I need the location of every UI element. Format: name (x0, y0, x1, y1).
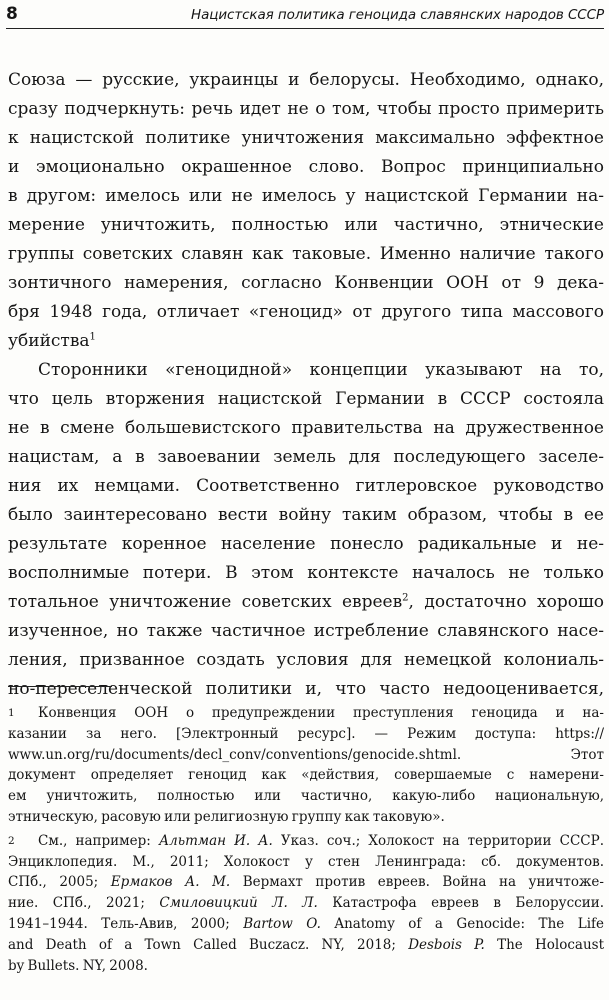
author-name: Desbois P. (408, 936, 485, 953)
footnote-line: этническую, расовую или религиозную группу как таковую». (8, 808, 445, 825)
text-segment: Катастрофа евреев в Белоруссии. (317, 895, 604, 912)
text-segment: убийства (8, 331, 90, 351)
running-title: Нацистская политика геноцида славянских народов СССР (191, 7, 604, 23)
footnote-line: казании за него. [Электронный ресурс]. — Режим доступа: https:// (8, 725, 604, 742)
text-segment: СПб., 2005; (8, 874, 111, 891)
text-line: нацистам, а в завоевании земель для последующего заселе- (8, 447, 604, 467)
text-segment: Указ. соч.; Холокост на территории СССР. (272, 832, 604, 849)
paragraph-1 (8, 66, 604, 356)
footnote-line (8, 935, 604, 956)
footnote-line: Энциклопедия. М., 2011; Холокост у стен Ленинграда: сб. документов. (8, 853, 604, 870)
text-line: в другом: имелось или не имелось у нацистской Германии на- (8, 186, 604, 206)
footnote-line: Конвенция ООН о предупреждении преступления геноцида и на- (38, 705, 604, 721)
footnote-1 (8, 703, 604, 828)
footnote-ref-2[interactable]: 2 (402, 592, 409, 604)
running-head (6, 4, 604, 29)
footnote-2 (8, 831, 604, 977)
text-line: восполнимые потери. В этом контексте началось не только (8, 563, 604, 583)
text-line (8, 588, 604, 617)
footnote-number: 2 (8, 834, 15, 847)
text-line: ния их немцами. Соответственно гитлеровское руководство (8, 476, 604, 496)
text-line: что цель вторжения нацистской Германии в СССР состояла (8, 389, 604, 409)
text-line: ления, призванное создать условия для немецкой колониаль- (8, 650, 604, 670)
text-line: но-переселенческой политики и, что часто недооценивается, (8, 679, 604, 699)
text-segment: ние. СПб., 2021; (8, 895, 160, 912)
footnote-line: by Bullets. NY, 2008. (8, 957, 148, 974)
author-name: Ермаков А. М. (110, 874, 231, 891)
footnote-line (8, 893, 604, 914)
text-segment: and Death of a Town Called Buczacz. NY, 2018; (8, 936, 409, 953)
author-name: Смиловицкий Л. Л. (159, 895, 318, 912)
text-segment: См., например: (38, 832, 159, 849)
page-number: 8 (6, 4, 18, 24)
footnote-line (8, 914, 604, 935)
text-line: к нацистской политике уничтожения максимально эффектное (8, 128, 604, 148)
text-line: группы советских славян как таковые. Именно наличие такого (8, 244, 604, 264)
paragraph-2 (8, 356, 604, 704)
footnote-line (38, 831, 604, 852)
text-line: мерение уничтожить, полностью или частично, этнические (8, 215, 604, 235)
footnote-separator (8, 686, 112, 687)
main-text (8, 66, 604, 704)
author-name: Bartow O. (243, 915, 321, 932)
text-line: результате коренное население понесло радикальные и не- (8, 534, 604, 554)
text-line (8, 327, 604, 356)
text-segment: тотальное уничтожение советских евреев (8, 592, 403, 612)
text-segment: The Holocaust (484, 936, 604, 953)
footnote-ref-1[interactable]: 1 (89, 331, 96, 343)
text-line: зонтичного намерения, согласно Конвенции ООН от 9 дека- (8, 273, 604, 293)
text-line: изученное, но также частичное истребление славянского насе- (8, 621, 604, 641)
text-line: сразу подчеркнуть: речь идет не о том, чтобы просто примерить (8, 99, 604, 119)
footnote-line (8, 872, 604, 893)
text-segment: Вермахт против евреев. Война на уничтоже- (230, 874, 604, 891)
text-segment: 1941–1944. Тель-Авив, 2000; (8, 915, 244, 932)
footnote-number: 1 (8, 707, 15, 719)
author-name: Альтман И. А. (158, 832, 273, 849)
text-line: бря 1948 года, отличает «геноцид» от другого типа массового (8, 302, 604, 322)
text-line: Союза — русские, украинцы и белорусы. Необходимо, однако, (8, 70, 604, 90)
text-line: не в смене большевистского правительства на дружественное (8, 418, 604, 438)
footnote-line: ем уничтожить, полностью или частично, какую-либо национальную, (8, 788, 604, 805)
footnote-line: документ определяет геноцид как «действия, совершаемые с намерени- (8, 767, 604, 784)
text-line: и эмоционально окрашенное слово. Вопрос принципиально (8, 157, 604, 177)
text-line: было заинтересовано вести войну таким образом, чтобы в ее (8, 505, 604, 525)
text-segment: Anatomy of a Genocide: The Life (320, 915, 604, 932)
footnote-line: www.un.org/ru/documents/decl_conv/conventions/genocide.shtml. Этот (8, 746, 604, 763)
text-line: Сторонники «геноцидной» концепции указывают на то, (38, 360, 604, 380)
footnotes (8, 703, 604, 979)
text-segment: , достаточно хорошо (408, 592, 604, 612)
